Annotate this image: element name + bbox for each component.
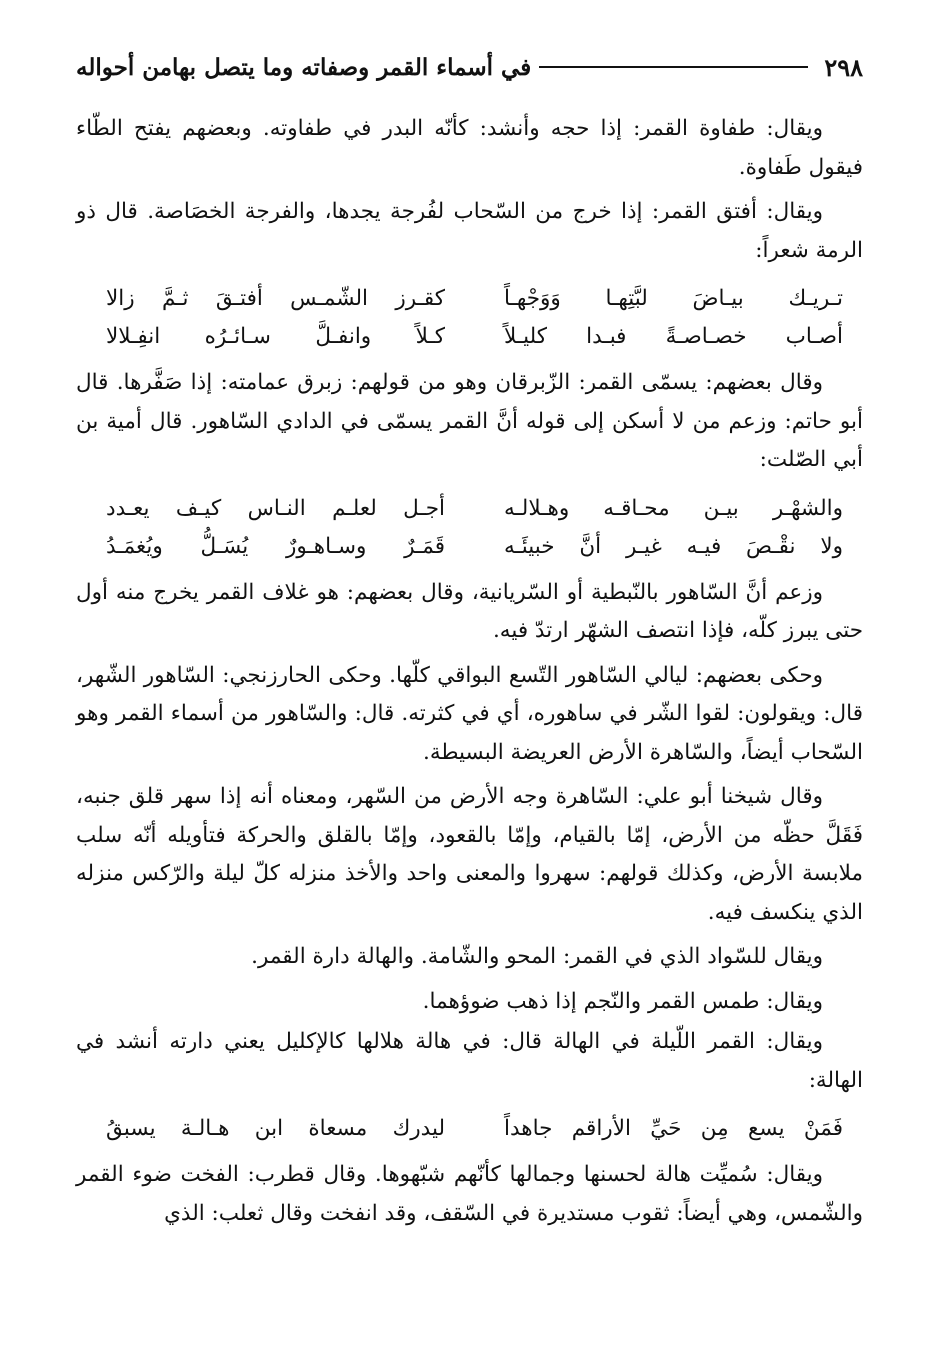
verse-block [76,490,863,566]
verse-first-hemistich: فَمَنْ يسع مِن حَيِّ الأراقم جاهداً [503,1116,843,1141]
verse-first-hemistich: والشهْـر بيـن محـاقـه وهـلالـه [503,495,843,521]
verse-second-hemistich: كـلاً وانفـلَّ سـائـرُه انفِـلالا [106,324,446,349]
verse-line [76,528,863,566]
verse-first-hemistich: ولا نقْـصَ فيـه غيـر أنَّ خبيئَـه [503,533,843,559]
running-title: في أسماء القمر وصفاته وما يتصل بهامن أحواله [76,53,532,81]
verse-line [76,318,863,356]
verse-block [76,1110,863,1148]
paragraph: وزعم أنَّ السّاهور بالنّبطية أو السّريانية، وقال بعضهم: هو غلاف القمر يخرج منه أول حتى يبرز كلّه، فإذا انتصف الشهّر ارتدّ فيه. [76,579,863,643]
verse-second-hemistich: ليدرك مسعاة ابن هـالـة يسبقُ [106,1116,446,1141]
paragraph: ويقال: سُميِّت هالة لحسنها وجمالها كأنّهم شبّهوها. وقال قطرب: الفخت ضوء القمر والشّمس، وهي أيضاً: ثقوب مستديرة في السّقف، وقد انفخت وقال ثعلب: الذي [76,1162,863,1226]
paragraph: وحكى بعضهم: ليالي السّاهور التّسع البواقي كلّها. وحكى الحارزنجي: السّاهور الشّهر، قال: ويقولون: لقوا الشّر في ساهوره، أي في كثرته. قال: والسّاهور من أسماء القمر وهو السّحاب أيضاً، والسّاهرة الأرض العريضة البسيطة. [76,662,863,765]
verse-second-hemistich: قَمَـرٌ وسـاهـورٌ يُسَـلُّ ويُغمَـدُ [106,533,446,559]
running-header [76,42,863,92]
paragraph: ويقال للسّواد الذي في القمر: المحو والشّامة. والهالة دارة القمر. [251,944,823,969]
verse-line [76,280,863,318]
verse-second-hemistich: أجـل لعلـم النـاس كيـف يعـدد [106,495,446,521]
verse-second-hemistich: كقـرز الشّمـس أفتـقَ ثـمَّ زالا [106,286,446,311]
verse-block [76,280,863,356]
page-body [76,110,863,1233]
paragraph: ويقال: طمس القمر والنّجم إذا ذهب ضوؤهما. [422,988,823,1014]
verse-line [76,490,863,528]
paragraph: وقال شيخنا أبو علي: السّاهرة وجه الأرض من السّهر، ومعناه أنه إذا سهر قلق جنبه، فَقَلَّ حظّه من الأرض، إمّا بالقيام، وإمّا بالقعود، وإمّا بالقلق والحركة فتأويله أنّه سلب ملابسة الأرض، وكذلك قولهم: سهروا والمعنى واحد والأخذ منزله كلّ ليلة والرّكس منزله الذي ينكسف فيه. [76,784,863,925]
header-rule [539,66,808,68]
paragraph: وقال بعضهم: يسمّى القمر: الزّبرقان وهو من قولهم: زبرق عمامته: إذا صَفَّرها. قال أبو حاتم: وزعم من لا أسكن إلى قوله أنَّ القمر يسمّى في الدادي السّاهور. قال أمية بن أبي الصّلت: [76,370,863,472]
page-number: ٢٩٨ [824,52,863,82]
paragraph: ويقال: أفتق القمر: إذا خرج من السّحاب لفُرجة يجدها، والفرجة الخصَاصة. قال ذو الرمة شعراً: [76,199,863,263]
verse-line [76,1110,863,1148]
paragraph: ويقال: طفاوة القمر: إذا حجه وأنشد: كأنّه البدر في طفاوته. وبعضهم يفتح الطّاء فيقول طَفاوة. [76,116,863,180]
verse-first-hemistich: تـريـك بيـاضَ لبَّتِهـا وَوَجْهـاً [503,286,843,311]
verse-first-hemistich: أصـاب خصـاصـةً فبـدا كليـلاً [503,324,843,349]
paragraph: ويقال: القمر اللّيلة في الهالة قال: في هالة هلالها كالإكليل يعني دارته أنشد في الهالة: [76,1029,863,1093]
